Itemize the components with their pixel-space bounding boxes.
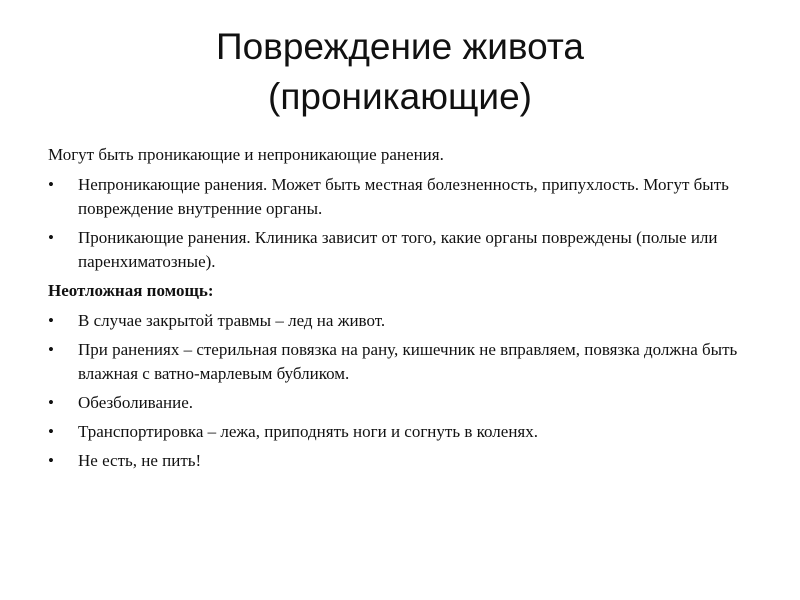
bullet-icon: • xyxy=(48,393,54,412)
bullet-icon: • xyxy=(48,175,54,194)
list-item-text: Не есть, не пить! xyxy=(78,451,202,470)
list-item-text: Транспортировка – лежа, приподнять ноги и согнуть в коленях. xyxy=(78,422,538,441)
slide-title-line-2: (проникающие) xyxy=(268,76,532,117)
list-item xyxy=(48,226,768,274)
list-item xyxy=(48,338,768,386)
bullet-icon: • xyxy=(48,422,54,441)
bullet-icon: • xyxy=(48,340,54,359)
list-item xyxy=(48,420,768,444)
emergency-help-list xyxy=(48,309,768,473)
bullet-icon: • xyxy=(48,228,54,247)
emergency-help-heading: Неотложная помощь: xyxy=(48,281,214,300)
list-item xyxy=(48,309,768,333)
intro-text: Могут быть проникающие и непроникающие ранения. xyxy=(48,145,444,164)
bullet-icon: • xyxy=(48,311,54,330)
list-item-text: При ранениях – стерильная повязка на рану, кишечник не вправляем, повязка должна быть влажная с ватно-марлевым бубликом. xyxy=(78,340,738,383)
list-item-text: Обезболивание. xyxy=(78,393,194,412)
list-item xyxy=(48,449,768,473)
list-item-text: В случае закрытой травмы – лед на живот. xyxy=(78,311,386,330)
bullet-icon: • xyxy=(48,451,54,470)
slide-body xyxy=(48,143,768,478)
list-item-text: Непроникающие ранения. Может быть местная болезненность, припухлость. Могут быть повреждение внутренние органы. xyxy=(78,175,729,218)
list-item xyxy=(48,173,768,221)
slide-title-line-1: Повреждение живота xyxy=(216,26,584,67)
list-item xyxy=(48,391,768,415)
wound-types-list xyxy=(48,173,768,274)
list-item-text: Проникающие ранения. Клиника зависит от того, какие органы повреждены (полые или паренхиматозные). xyxy=(78,228,718,271)
slide-title xyxy=(40,22,760,122)
